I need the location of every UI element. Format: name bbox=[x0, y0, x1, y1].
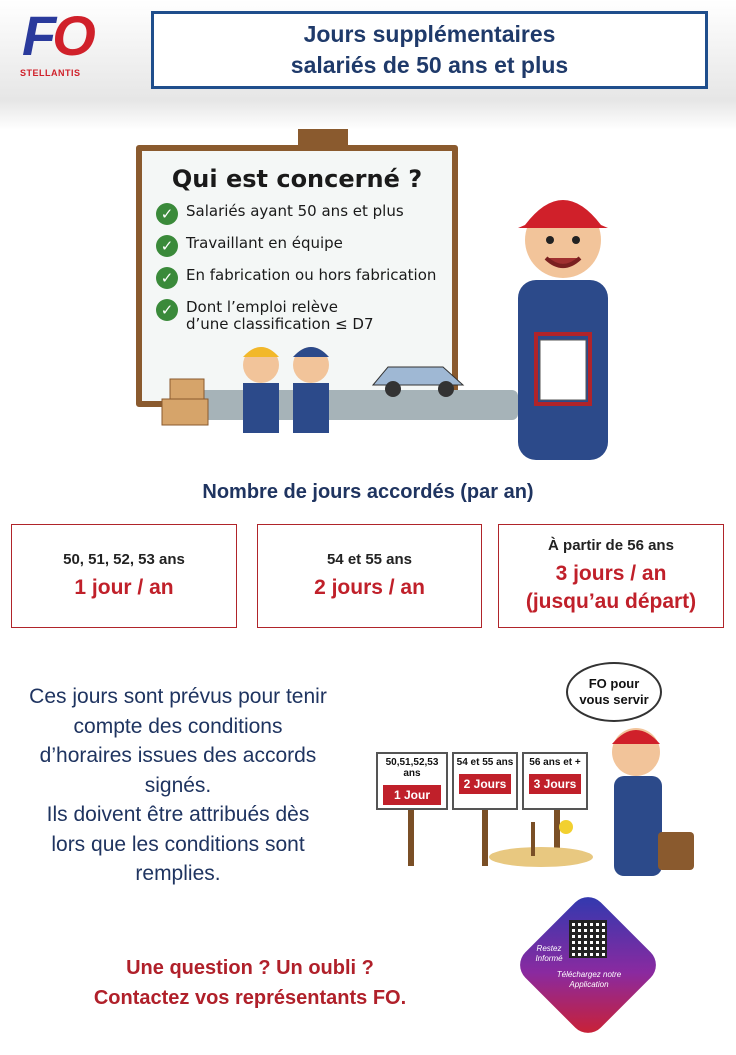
car-illustration bbox=[358, 345, 478, 405]
mechanic-small-illustration bbox=[596, 712, 701, 887]
card-days: 2 jours / an bbox=[314, 575, 425, 599]
sign-1-jour: 50,51,52,53 ans 1 Jour bbox=[376, 752, 448, 810]
check-icon: ✓ bbox=[156, 267, 178, 289]
app-badge-text-download: Téléchargez notre Application bbox=[556, 970, 622, 989]
check-icon: ✓ bbox=[156, 235, 178, 257]
fo-stellantis-logo bbox=[18, 6, 98, 80]
sign-post bbox=[408, 810, 414, 866]
workers-illustration bbox=[233, 335, 343, 435]
app-badge-text-stay-informed: Restez Informé bbox=[535, 944, 563, 963]
criteria-item: ✓ Dont l’emploi relève d’une classification ≤ D7 bbox=[156, 299, 452, 333]
illustration-who-is-concerned bbox=[118, 115, 648, 460]
page-title-line1: Jours supplémentaires bbox=[303, 21, 556, 47]
info-paragraph: Ces jours sont prévus pour tenir compte des conditions d’horaires issues des accords signés. Ils doivent être attribués dès lors que les conditions sont remplies. bbox=[29, 685, 327, 885]
criteria-item: ✓ En fabrication ou hors fabrication bbox=[156, 267, 452, 289]
island-illustration bbox=[486, 812, 596, 872]
logo-subtitle: STELLANTIS bbox=[20, 68, 81, 78]
criteria-list bbox=[142, 203, 452, 333]
contact-line1: Une question ? Un oubli ? bbox=[126, 957, 374, 979]
card-age: À partir de 56 ans bbox=[548, 536, 674, 554]
logo-mark: FO bbox=[22, 4, 92, 67]
check-icon: ✓ bbox=[156, 299, 178, 321]
page-title-line2: salariés de 50 ans et plus bbox=[290, 52, 569, 78]
days-section-title: Nombre de jours accordés (par an) bbox=[202, 481, 534, 503]
sign-3-jours: 56 ans et + 3 Jours bbox=[522, 752, 588, 810]
card-age: 50, 51, 52, 53 ans bbox=[63, 550, 185, 568]
speech-bubble: FO pour vous servir bbox=[566, 662, 662, 722]
criteria-item: ✓ Travaillant en équipe bbox=[156, 235, 452, 257]
boxes-illustration bbox=[158, 377, 218, 427]
page-title-box bbox=[151, 11, 708, 89]
mechanic-illustration bbox=[488, 170, 638, 460]
qr-code-icon[interactable] bbox=[569, 920, 607, 958]
sign-2-jours: 54 et 55 ans 2 Jours bbox=[452, 752, 518, 810]
contact-line2: Contactez vos représentants FO. bbox=[93, 987, 407, 1009]
card-days-line2: (jusqu’au départ) bbox=[525, 589, 697, 613]
check-icon: ✓ bbox=[156, 203, 178, 225]
illustration-signs bbox=[366, 662, 706, 887]
board-title: Qui est concerné ? bbox=[171, 165, 423, 193]
days-card-50-53 bbox=[11, 524, 237, 628]
app-download-badge[interactable] bbox=[523, 900, 653, 1030]
days-card-56-plus bbox=[498, 524, 724, 628]
card-days-line1: 3 jours / an bbox=[555, 561, 667, 585]
days-card-54-55 bbox=[257, 524, 482, 628]
card-days: 1 jour / an bbox=[74, 575, 174, 599]
contact-message bbox=[30, 953, 470, 1013]
card-age: 54 et 55 ans bbox=[326, 550, 413, 568]
criteria-item: ✓ Salariés ayant 50 ans et plus bbox=[156, 203, 452, 225]
